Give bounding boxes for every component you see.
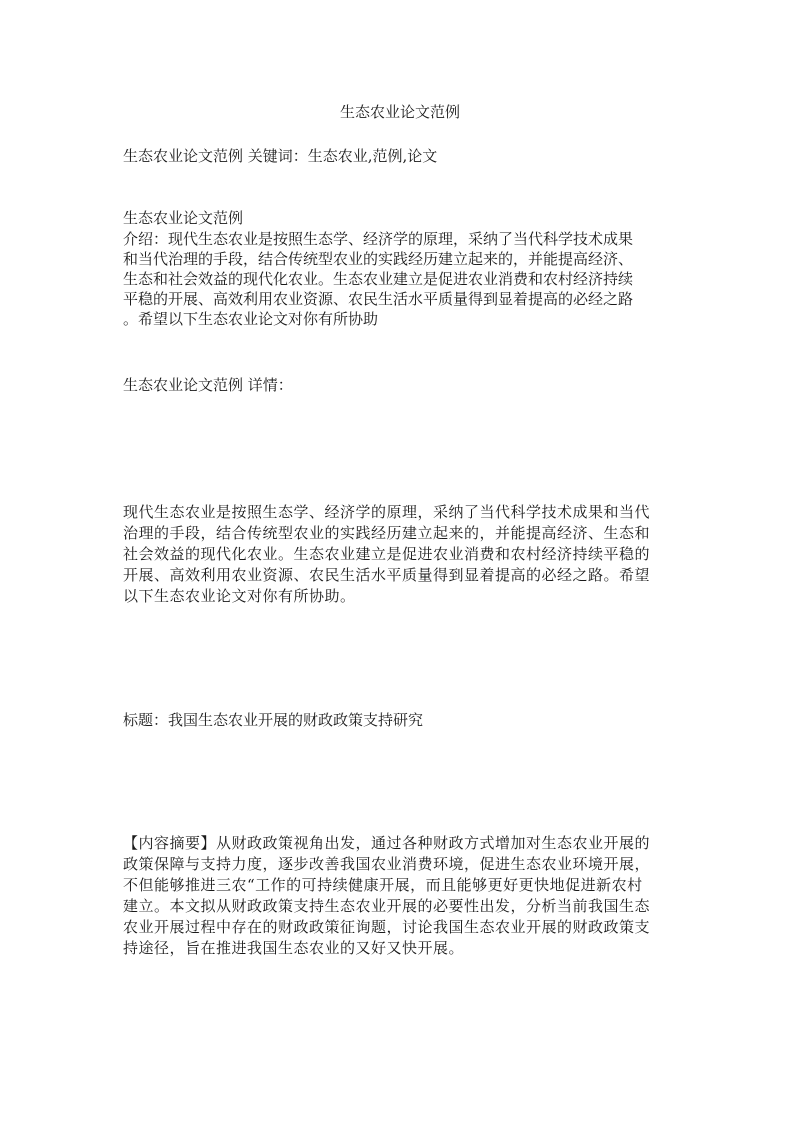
details-label: 生态农业论文范例 详情：	[123, 376, 293, 394]
abstract-line: 不但能够推进三农“工作的可持续健康开展，而且能够更好更快地促进新农村	[123, 876, 643, 894]
intro-line: 。希望以下生态农业论文对你有所协助	[123, 310, 379, 328]
document-title: 生态农业论文范例	[339, 103, 460, 121]
intro-line: 生态和社会效益的现代化农业。生态农业建立是促进农业消费和农村经济持续	[123, 270, 634, 288]
body-line: 开展、高效利用农业资源、农民生活水平质量得到显着提高的必经之路。希望	[123, 566, 651, 584]
body-line: 社会效益的现代化农业。生态农业建立是促进农业消费和农村经济持续平稳的	[123, 545, 651, 563]
intro-line: 介绍：现代生态农业是按照生态学、经济学的原理，采纳了当代科学技术成果	[123, 230, 634, 248]
abstract-line: 农业开展过程中存在的财政政策征询题，讨论我国生态农业开展的财政政策支	[123, 918, 651, 936]
abstract-paragraph	[123, 833, 683, 959]
intro-heading: 生态农业论文范例	[123, 209, 244, 227]
paper-title: 标题：我国生态农业开展的财政政策支持研究	[123, 711, 424, 729]
body-line: 现代生态农业是按照生态学、经济学的原理，采纳了当代科学技术成果和当代	[123, 503, 651, 521]
body-paragraph	[123, 502, 683, 607]
intro-line: 平稳的开展、高效利用农业资源、农民生活水平质量得到显着提高的必经之路	[123, 290, 634, 308]
intro-line: 和当代治理的手段，结合传统型农业的实践经历建立起来的，并能提高经济、	[123, 250, 634, 268]
abstract-line: 政策保障与支持力度，逐步改善我国农业消费环境，促进生态农业环境开展，	[123, 855, 651, 873]
abstract-line: 持途径，旨在推进我国生态农业的又好又快开展。	[123, 939, 465, 957]
intro-paragraph	[123, 229, 683, 329]
body-line: 治理的手段，结合传统型农业的实践经历建立起来的，并能提高经济、生态和	[123, 524, 651, 542]
keywords-line: 生态农业论文范例 关键词：生态农业,范例,论文	[123, 147, 438, 165]
abstract-line: 【内容摘要】从财政政策视角出发，通过各种财政方式增加对生态农业开展的	[123, 834, 651, 852]
abstract-line: 建立。本文拟从财政政策支持生态农业开展的必要性出发，分析当前我国生态	[123, 897, 651, 915]
body-line: 以下生态农业论文对你有所协助。	[123, 587, 356, 605]
